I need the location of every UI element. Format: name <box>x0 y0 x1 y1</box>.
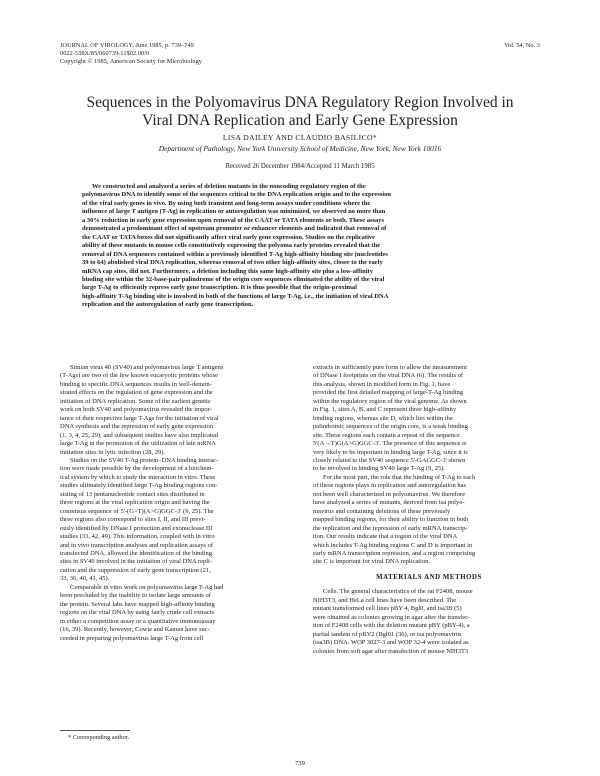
text-line: in either a competition assay or a quantitative immunoassay <box>60 617 216 625</box>
text-line: cation and the suppression of early gene transcription (21, <box>60 566 211 574</box>
text-line: tion were made possible by the development of a biochem- <box>60 465 214 473</box>
text-line: very likely to be important in binding large T-Ag, since it is <box>313 448 468 456</box>
abstract-line: We constructed and analyzed a series of deletion mutants in the noncoding regulatory region of the <box>92 183 366 190</box>
footnote-rule <box>60 730 130 731</box>
abstract-line: 39 to 64) abolished viral DNA replication, whereas removal of two other high-affinity sites, closer to the early <box>82 259 383 267</box>
text-line: the protein. Several labs have mapped high-affinity binding <box>60 600 215 608</box>
text-line: site. These regions each contain a repeat of the sequence <box>313 431 460 439</box>
section-heading: MATERIALS AND METHODS <box>376 573 482 581</box>
text-line: studies (33, 42, 49). This information, coupled with in vitro <box>60 533 215 541</box>
abstract <box>82 183 528 310</box>
text-line: provided the first detailed mapping of large-T-Ag binding <box>313 389 464 397</box>
volume-issue: Vol. 54, No. 3 <box>504 42 540 49</box>
text-line: Simian virus 40 (SV40) and polyomavirus large T antigens <box>70 364 224 371</box>
text-line: partial tandem of pBY2 (Bgl01 (36), or tsa polyomavirus <box>313 630 462 638</box>
text-line: binding to specific DNA sequences results in well-demon- <box>60 380 212 388</box>
text-line: three regions at the viral replication origin and having the <box>60 499 210 507</box>
abstract-line: the CAAT or TATA boxes did not significantly affect viral early gene expression. Studies on the replicative <box>82 233 376 241</box>
text-line: mutant transformed cell lines pBY 4, Bgl0, and tsa3B (5) <box>313 605 462 613</box>
abstract-line: influence of large T antigen (T-Ag) in replication or autoregulation was minimized, we observed no more than <box>82 208 386 216</box>
abstract-line: large T-Ag to efficiently repress early gene transcription. It is thus possible that the origin-proximal <box>82 284 357 292</box>
text-line: of these regions plays in replication and autoregulation has <box>313 482 467 490</box>
abstract-line: polyomavirus DNA to identify some of the sequences critical to the DNA replication origin and to the expression <box>82 191 392 199</box>
abstract-line: removal of DNA sequences contained within a previously identified T-Ag high-affinity binding site (nucleotides <box>82 250 388 258</box>
abstract-line: a 30% reduction in early gene expression upon removal of the CAAT or TATA elements or both. These assays <box>82 216 385 224</box>
text-line: Studies on the SV40 T-Ag protein–DNA binding interac- <box>70 456 219 464</box>
methods-text <box>313 588 545 656</box>
citation-line: Copyright © 1985, American Society for Microbiology <box>60 58 202 65</box>
text-line: initiation sites in lytic infection (28, 29). <box>60 448 166 456</box>
text-line: (1, 3, 4, 25, 29), and subsequent studies have also implicated <box>60 431 218 439</box>
text-line: within the regulatory region of the viral genome. As shown <box>313 397 467 405</box>
text-line: strated effects on the regulation of gene expression and the <box>60 389 213 397</box>
abstract-line: replication and the autoregulation of early gene transcription. <box>82 301 254 309</box>
text-line: mavirus and containing deletions of these previously <box>313 507 451 515</box>
affiliation: Department of Pathology, New York University School of Medicine, New York, New York 10016 <box>158 144 442 153</box>
text-line: Cells. The general characteristics of the rat F2408, mouse <box>323 588 473 596</box>
abstract-line: binding site within the 32-base-pair palindrome of the origin core sequences eliminated the ability of the viral <box>82 275 385 283</box>
authors: LISA DAILEY AND CLAUDIO BASILICO* <box>222 133 378 142</box>
text-line: DNA synthesis and the repression of early gene expression <box>60 423 214 431</box>
text-line: site C is important for viral DNA replication. <box>313 558 430 566</box>
journal-citation <box>60 42 202 66</box>
text-line: colonies from soft agar after transfection of mouse NIH3T3 <box>313 647 469 655</box>
text-line: sites in SV40 involved in the initiation of viral DNA repli- <box>60 558 213 566</box>
text-line: early mRNA transcription repression, and a region comprising <box>313 549 476 557</box>
abstract-line: mRNA cap sites, did not. Furthermore, a deletion including this same high-affinity site plus a low-affinity <box>82 267 373 275</box>
citation-line: 0022-538X/85/060739-11$02.00/0 <box>60 50 150 57</box>
body-column-left <box>60 364 292 643</box>
text-line: 33, 36, 40, 41, 45). <box>60 575 110 583</box>
text-line: been precluded by the inability to isolate large amounts of <box>60 592 211 600</box>
text-line: mapped binding regions, for their ability to function in both <box>313 516 469 524</box>
text-line: ical system by which to study the interaction in vitro. These <box>60 473 216 481</box>
text-line: have analyzed a series of mutants, derived from tsa polyo- <box>313 499 465 507</box>
text-line: palindromic sequences of the origin core, is a weak binding <box>313 423 468 431</box>
text-line: tance of their respective large T-Ags for the initiation of viral <box>60 414 219 422</box>
body-column-right <box>313 364 545 656</box>
text-line: tion. Our results indicate that a region of the viral DNA <box>313 533 458 541</box>
text-line: (T-Ags) are two of the few known eucaryotic proteins whose <box>60 372 219 380</box>
text-line: regions on the viral DNA by using fairly crude cell extracts <box>60 609 215 617</box>
text-line: binding regions, whereas site D, which lies within the <box>313 414 453 422</box>
intro-continued <box>313 364 545 567</box>
title-line: Sequences in the Polyomavirus DNA Regulatory Region Involved in <box>86 94 514 111</box>
text-line: three regions also correspond to sites I, II, and III previ- <box>60 516 206 524</box>
title-line: Viral DNA Replication and Early Gene Expression <box>142 112 458 129</box>
citation-line: JOURNAL OF VIROLOGY, June 1985, p. 739–749 <box>60 42 194 49</box>
text-line: not been well characterized in polyomavirus. We therefore <box>313 490 466 498</box>
text-line: this analysis, shown in modified form in Fig. 1, have <box>313 380 451 388</box>
text-line: For the most part, the role that the binding of T-Ag to each <box>323 473 476 481</box>
text-line: NIH3T3, and HeLa cell lines have been described. The <box>313 596 457 604</box>
abstract-line: ability of these mutants in mouse cells constitutively expressing the polyoma early proteins revealed that the <box>82 242 381 250</box>
text-line: transfected DNA, allowed the identification of the binding <box>60 549 212 557</box>
article-title <box>40 94 560 130</box>
text-line: and in vivo transcription analyses and replication assays of <box>60 541 214 549</box>
text-line: extracts in sufficiently pure form to allow the measurement <box>313 364 468 371</box>
text-line: Comparable in vitro work on polyomavirus large T-Ag had <box>70 583 224 591</box>
text-line: (tsa3B) DNA. WOP 3027-3 and WOP 32-4 were isolated as <box>313 639 469 647</box>
text-line: tion of F2408 cells with the deletion mutant pBY (pBY-4), a <box>313 622 470 630</box>
text-line: (16, 39). Recently, however, Cowie and Kamen have suc- <box>60 626 210 634</box>
text-line: the replication and the repression of early mRNA transcrip- <box>313 524 468 532</box>
text-line: studies ultimately identified large T-Ag binding regions con- <box>60 482 218 490</box>
text-line: in Fig. 1, sites A, B, and C represent three high-affinity <box>313 406 457 414</box>
abstract-line: demonstrated a predominant effect of upstream promoter or enhancer elements and indicated that removal of <box>82 225 387 233</box>
page-number: 739 <box>295 760 305 767</box>
abstract-line: of the viral early genes in vivo. By using both transient and long-term assays under conditions where the <box>82 199 371 207</box>
text-line: initiation of DNA replication. Some of the earliest genetic <box>60 397 211 405</box>
abstract-line: high-affinity T-Ag binding site is involved in both of the functions of large T-Ag, i.e., the initiation of viral DNA <box>82 292 389 300</box>
footnote: * Corresponding author. <box>68 734 130 741</box>
text-line: to be involved in binding SV40 large T-Ag (9, 25). <box>313 465 445 473</box>
text-line: of DNase I footprints on the viral DNA (6). The results of <box>313 372 464 380</box>
text-line: were obtained as colonies growing in agar after the transfec- <box>313 613 471 621</box>
text-line: ously identified by DNase I protection and exonuclease III <box>60 524 213 532</box>
text-line: 5'(A→T)G(A>G)GGC-3'. The presence of this sequence is <box>313 440 467 448</box>
text-line: work on both SV40 and polyomavirus revealed the impor- <box>60 406 212 414</box>
text-line: ceeded in preparing polyomavirus large T-Ag from cell <box>60 634 204 642</box>
text-line: closely related to the SV40 sequence 5'-GAGGC-3' shown <box>313 456 466 464</box>
text-line: consensus sequence of 5'-(G>T)(A>G)GGC-3' (9, 25). The <box>60 507 214 515</box>
text-line: large T-Ag in the promotion of the utilization of late mRNA <box>60 440 216 448</box>
text-line: which includes T-Ag binding regions C and D is important in <box>313 541 473 549</box>
received-date: Received 26 December 1984/Accepted 11 March 1985 <box>225 163 375 170</box>
text-line: sisting of 13 pentanucleotide contact sites distributed in <box>60 490 205 498</box>
